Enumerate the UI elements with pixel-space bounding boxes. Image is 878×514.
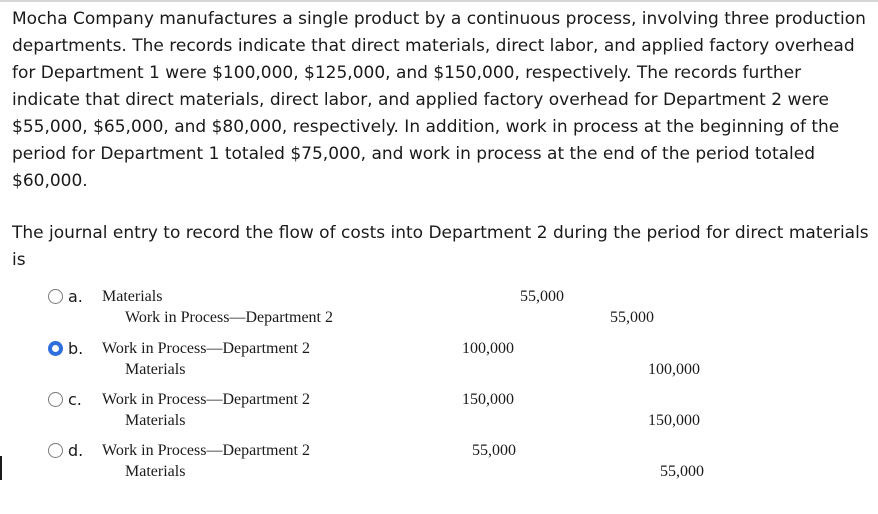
radio-button-c[interactable] <box>48 392 63 407</box>
option-letter-a: a. <box>68 287 83 306</box>
debit-account-b: Work in Process—Department 2 <box>102 340 310 357</box>
option-letter-d: d. <box>68 441 84 460</box>
question-prompt: The journal entry to record the flow of costs into Department 2 during the period for direct materials is <box>12 223 869 270</box>
credit-amount-a: 55,000 <box>610 309 654 326</box>
debit-account-d: Work in Process—Department 2 <box>102 442 310 459</box>
option-letter-c: c. <box>68 390 82 409</box>
credit-amount-b: 100,000 <box>648 361 700 378</box>
credit-amount-c: 150,000 <box>648 412 700 429</box>
debit-account-c: Work in Process—Department 2 <box>102 391 310 408</box>
radio-button-d[interactable] <box>48 443 63 458</box>
option-a[interactable] <box>0 287 878 331</box>
debit-amount-c: 150,000 <box>462 391 514 408</box>
option-letter-b: b. <box>68 339 84 358</box>
option-c[interactable] <box>0 390 878 434</box>
debit-amount-a: 55,000 <box>520 288 564 305</box>
credit-account-c: Materials <box>125 412 186 429</box>
credit-account-b: Materials <box>125 361 186 378</box>
debit-amount-b: 100,000 <box>462 340 514 357</box>
left-edge-marker <box>0 456 2 480</box>
option-d[interactable] <box>0 441 878 485</box>
credit-amount-d: 55,000 <box>660 463 704 480</box>
question-text: Mocha Company manufactures a single product by a continuous process, involving three production departments. The records indicate that direct materials, direct labor, and applied factory overhead for Department 1 were $100,000, $125,000, and $150,000, respectively. The records further indicate that direct materials, direct labor, and applied factory overhead for Department 2 were $55,000, $65,000, and $80,000, respectively. In addition, work in process at the beginning of the period for Department 1 totaled $75,000, and work in process at the end of the period totaled $60,000. <box>12 9 866 191</box>
credit-account-d: Materials <box>125 463 186 480</box>
top-divider <box>0 0 878 2</box>
debit-account-a: Materials <box>102 288 163 305</box>
option-b[interactable] <box>0 339 878 383</box>
credit-account-a: Work in Process—Department 2 <box>125 309 333 326</box>
debit-amount-d: 55,000 <box>472 442 516 459</box>
radio-button-a[interactable] <box>48 289 63 304</box>
radio-button-b[interactable] <box>48 341 63 356</box>
